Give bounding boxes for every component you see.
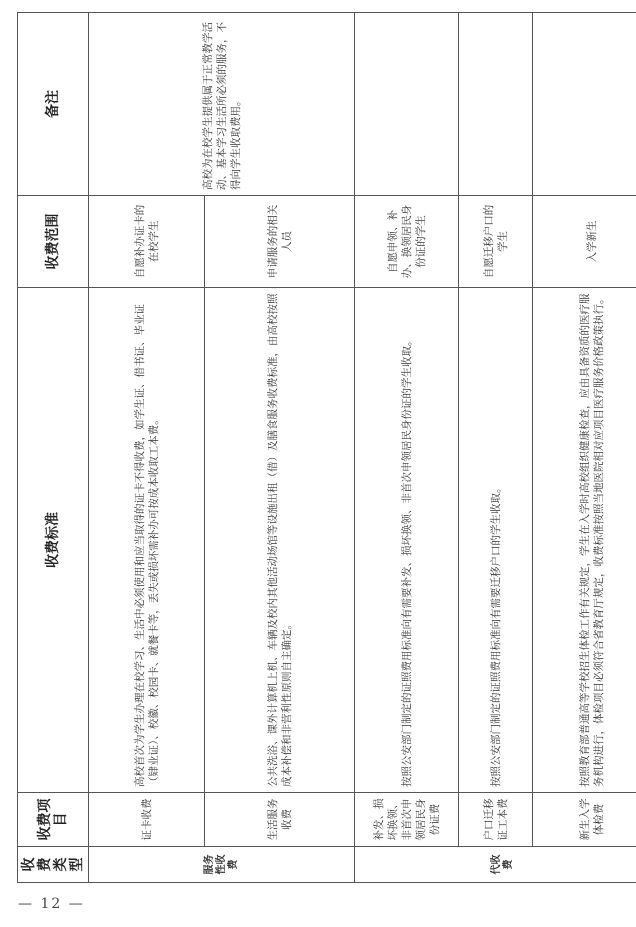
rotated-page	[17, 13, 621, 883]
header-standard: 收费标准	[18, 288, 89, 793]
page-number: — 12 —	[18, 896, 85, 912]
table-row	[459, 13, 533, 883]
table-row	[355, 13, 459, 883]
group-service-fee: 服务性收费	[89, 847, 355, 883]
table-row	[89, 13, 205, 883]
group-collection-fee: 代收费	[355, 847, 636, 883]
note-cell: 高校为在校学生提供属于正常教学活动、基本学习生活所必须的服务，不得向学生收取费用。	[89, 13, 355, 196]
fee-table	[17, 12, 636, 883]
header-item: 收费项目	[18, 793, 89, 847]
standard-cell: 高校首次为学生办理在校学习、生活中必须使用和应当取得的证卡不得收费，如学生证、借书证、毕业证（肄业证）、校徽、校园卡、就餐卡等，丢失或损坏需补办可按成本收取工本费。	[89, 288, 205, 793]
item-cell: 户口迁移证工本费	[459, 793, 533, 847]
item-cell: 生活服务收费	[205, 793, 355, 847]
header-note: 备注	[18, 13, 89, 196]
standard-cell: 公共洗浴、课外计算机上机、车辆及校内其他活动场馆等设施出租（借）及膳食服务收费标准，由高校按照成本补偿和非营利性原则自主确定。	[205, 288, 355, 793]
item-cell: 证卡收费	[89, 793, 205, 847]
header-scope: 收费范围	[18, 196, 89, 288]
header-type: 收费类型	[18, 847, 89, 883]
standard-cell: 按照公安部门制定的证照费用标准向有需要迁移户口的学生收取。	[459, 288, 533, 793]
note-cell-empty	[459, 13, 533, 196]
scope-cell: 自愿迁移户口的学生	[459, 196, 533, 288]
standard-cell: 按照教育部普通高等学校招生体检工作有关规定，学生在入学时高校组织健康检查，应由具备资质的医疗服务机构进行，体检项目必须符合省教育厅规定，收费标准按照当地医院相对应项目医疗服务价格政策执行。	[533, 288, 636, 793]
item-cell: 新生入学体检费	[533, 793, 636, 847]
scope-cell: 申请服务的相关人员	[205, 196, 355, 288]
scope-cell: 自愿补办证卡的在校学生	[89, 196, 205, 288]
scope-cell: 入学新生	[533, 196, 636, 288]
note-cell-empty	[533, 13, 636, 196]
note-cell-empty	[355, 13, 459, 196]
scope-cell: 自愿申领、补办、换领居民身份证的学生	[355, 196, 459, 288]
table-row	[533, 13, 636, 883]
standard-cell: 按照公安部门制定的证照费用标准向有需要补发、损坏换领、非首次申领居民身份证的学生收取。	[355, 288, 459, 793]
item-cell: 补发、损坏换领、非首次申领居民身份证费	[355, 793, 459, 847]
header-row	[18, 13, 89, 883]
